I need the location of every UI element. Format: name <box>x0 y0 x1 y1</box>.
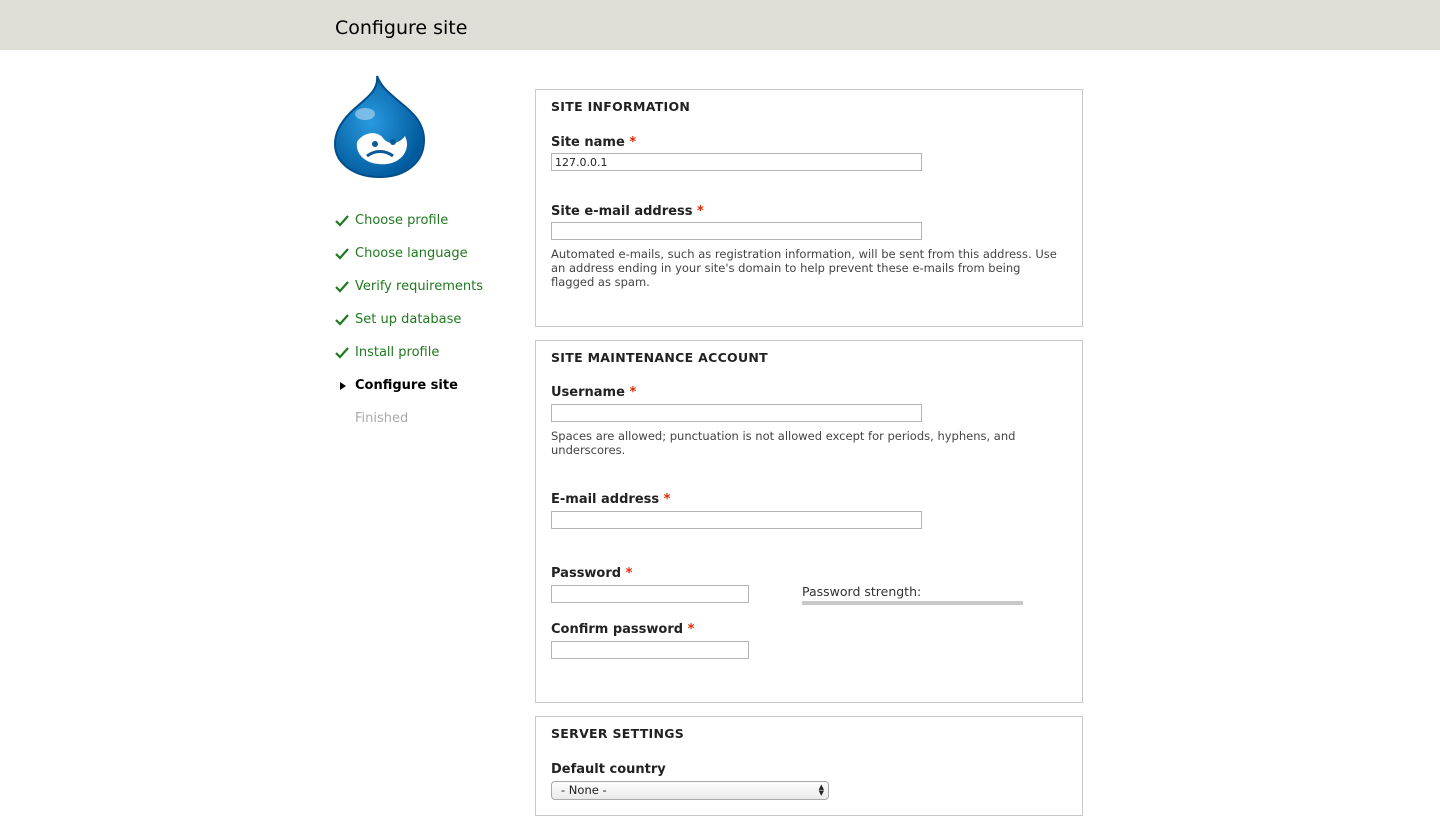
select-value: - None - <box>561 783 607 797</box>
drupal-logo-icon <box>333 74 427 178</box>
step-label: Install profile <box>355 345 440 360</box>
checkmark-icon <box>335 280 349 294</box>
confirm-password-input[interactable] <box>551 641 749 659</box>
site-name-label: Site name * <box>551 135 637 150</box>
step-finished <box>335 410 483 443</box>
page-title: Configure site <box>335 17 468 39</box>
required-marker: * <box>625 566 633 581</box>
step-label: Configure site <box>355 378 458 393</box>
username-label: Username * <box>551 385 637 400</box>
default-country-select[interactable] <box>551 781 829 800</box>
checkmark-icon <box>335 247 349 261</box>
site-email-description: Automated e-mails, such as registration information, will be sent from this address. Use an address ending in your site's domain to help prevent these e-mails from being flagged as spam. <box>551 247 1057 289</box>
current-step-arrow-icon <box>340 382 346 390</box>
fieldset-legend: SERVER SETTINGS <box>551 726 685 741</box>
select-arrows-icon: ▲ ▼ <box>818 783 824 797</box>
username-input[interactable] <box>551 404 922 422</box>
step-label: Choose profile <box>355 213 449 228</box>
default-country-label: Default country <box>551 762 666 777</box>
confirm-password-label: Confirm password * <box>551 622 695 637</box>
site-email-label: Site e-mail address * <box>551 204 704 219</box>
required-marker: * <box>629 385 637 400</box>
required-marker: * <box>663 492 671 507</box>
step-install-profile <box>335 344 483 377</box>
step-choose-profile <box>335 212 483 245</box>
checkmark-icon <box>335 313 349 327</box>
password-strength-bar <box>802 601 1023 605</box>
site-email-input[interactable] <box>551 222 922 240</box>
email-label: E-mail address * <box>551 492 671 507</box>
required-marker: * <box>696 204 704 219</box>
step-label: Finished <box>355 411 409 426</box>
maintenance-account-fieldset <box>535 340 1083 703</box>
checkmark-icon <box>335 214 349 228</box>
server-settings-fieldset <box>535 716 1083 816</box>
step-verify-requirements <box>335 278 483 311</box>
install-steps <box>335 212 483 443</box>
password-input[interactable] <box>551 585 749 603</box>
fieldset-legend: SITE MAINTENANCE ACCOUNT <box>551 350 769 365</box>
required-marker: * <box>629 135 637 150</box>
site-name-input[interactable] <box>551 153 922 171</box>
step-set-up-database <box>335 311 483 344</box>
required-marker: * <box>687 622 695 637</box>
password-strength-label: Password strength: <box>802 584 922 599</box>
site-information-fieldset <box>535 89 1083 327</box>
step-label: Verify requirements <box>355 279 484 294</box>
password-label: Password * <box>551 566 633 581</box>
step-choose-language <box>335 245 483 278</box>
username-description: Spaces are allowed; punctuation is not allowed except for periods, hyphens, and underscores. <box>551 429 1016 457</box>
email-input[interactable] <box>551 511 922 529</box>
step-configure-site <box>335 377 483 410</box>
step-label: Set up database <box>355 312 462 327</box>
page-header <box>0 0 1440 50</box>
fieldset-legend: SITE INFORMATION <box>551 99 691 114</box>
checkmark-icon <box>335 346 349 360</box>
step-label: Choose language <box>355 246 468 261</box>
